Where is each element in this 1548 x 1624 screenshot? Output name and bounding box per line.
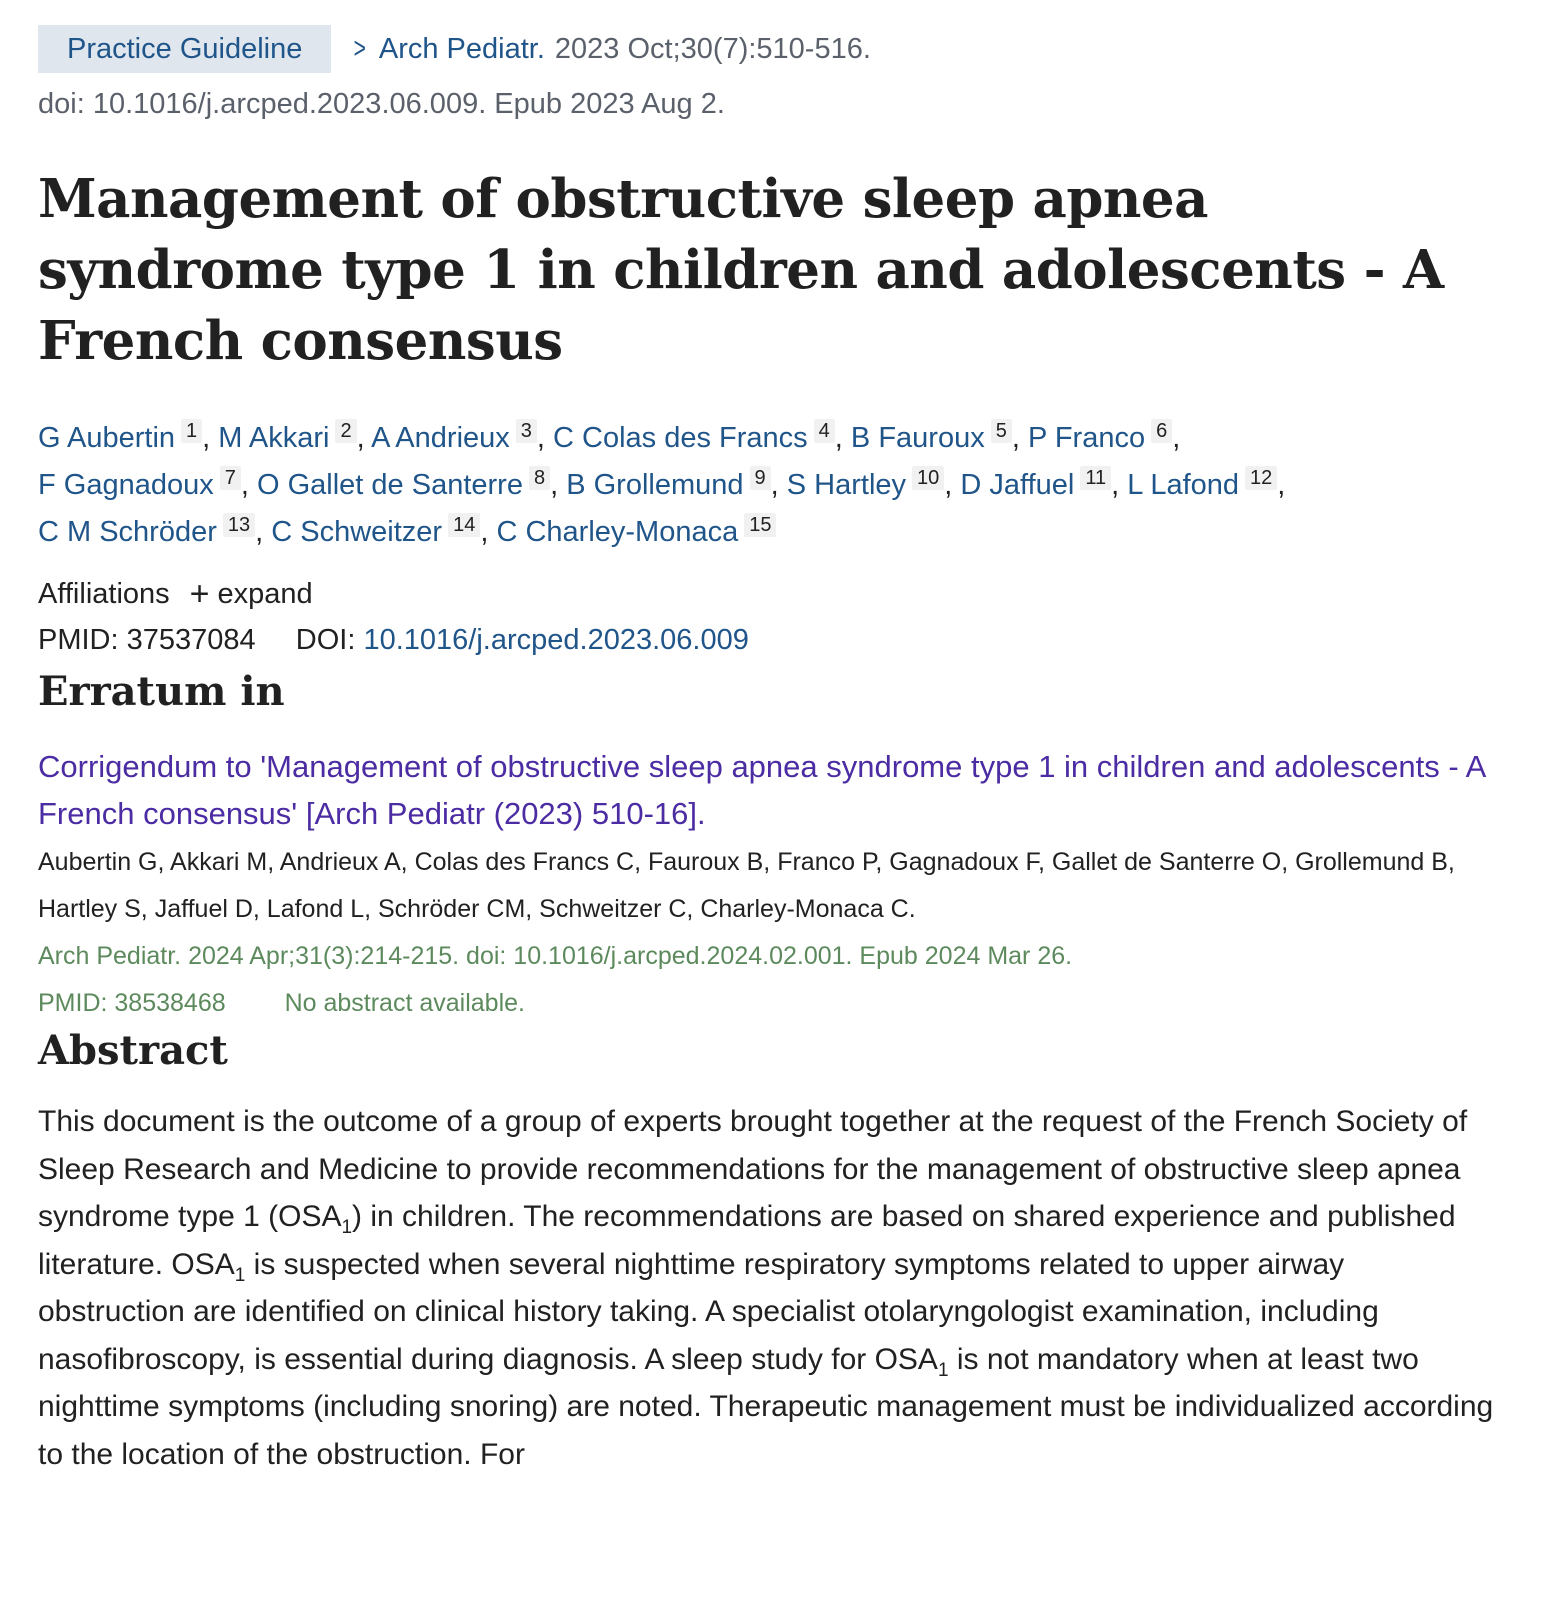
author-link[interactable]: C Colas des Francs [553, 422, 808, 454]
erratum-authors: Aubertin G, Akkari M, Andrieux A, Colas des Francs C, Fauroux B, Franco P, Gagnadoux F, Gallet de Santerre O, Grollemund B, Hartley S, Jaffuel D, Lafond L, Schröder CM, Schweitzer C, Charley-Monaca C. [38, 848, 1455, 923]
author-link[interactable]: G Aubertin [38, 422, 176, 454]
subscript: 1 [341, 1217, 353, 1238]
author-item [960, 469, 1111, 501]
author-link[interactable]: M Akkari [218, 422, 330, 454]
affiliation-ref[interactable]: 6 [1151, 419, 1172, 443]
author-item [38, 469, 241, 501]
journal-link[interactable]: Arch Pediatr. [378, 32, 545, 65]
author-item [553, 422, 835, 454]
author-item [371, 422, 537, 454]
author-item [566, 469, 770, 501]
author-item [38, 422, 202, 454]
author-link[interactable]: S Hartley [786, 469, 907, 501]
plus-icon: + [189, 574, 210, 613]
expand-button[interactable]: expand [217, 577, 313, 610]
abstract-part: is not mandatory when at least two nighttime symptoms (including snoring) are noted. Therapeutic management must be individualized according to the location of the obstruction. For [38, 1342, 1494, 1471]
abstract-part: is suspected when several nighttime respiratory symptoms related to upper airway obstruction are identified on clinical history taking. A specialist otolaryngologist examination, including nasofibroscopy, is essential during diagnosis. A sleep study for OSA [38, 1247, 1379, 1376]
affiliation-ref[interactable]: 9 [750, 466, 771, 490]
publication-type-badge[interactable]: Practice Guideline [38, 25, 331, 73]
affiliations-label: Affiliations [38, 577, 170, 610]
erratum-pmid-row [38, 980, 1510, 1027]
author-link[interactable]: B Grollemund [566, 469, 744, 501]
identifiers [38, 624, 1510, 668]
author-link[interactable]: L Lafond [1127, 469, 1240, 501]
doi-link[interactable]: 10.1016/j.arcped.2023.06.009 [363, 624, 749, 656]
author-link[interactable]: O Gallet de Santerre [256, 469, 523, 501]
author-list: G Aubertin 1 , M Akkari 2 , A Andrieux 3 , C Colas des Francs 4 , B Fauroux 5 , P Franco 6 , F Gagnadoux 7 , O Gallet de Santerre 8 , B Grollemund 9 , S Hartley 10 , D Jaffuel 11 , L Lafond 12 , C M Schröder 13 , C Schweitzer 14 , C Charley-Monaca 15 [38, 420, 1286, 548]
subscript: 1 [937, 1359, 949, 1381]
affiliations-toggle[interactable] [38, 572, 1510, 616]
affiliation-ref[interactable]: 14 [448, 513, 480, 537]
affiliation-ref[interactable]: 12 [1245, 466, 1277, 490]
chevron-right-icon: > [353, 32, 367, 65]
affiliation-ref[interactable]: 4 [814, 419, 835, 443]
author-item [257, 469, 550, 501]
abstract-text [38, 1098, 1498, 1478]
author-item [218, 422, 356, 454]
affiliation-ref[interactable]: 2 [335, 419, 356, 443]
abstract-part: ) in children. The recommendations are based on shared experience and published literature. OSA [38, 1200, 1456, 1281]
author-item [38, 516, 255, 548]
pmid-label: PMID: [38, 624, 119, 656]
doi-label: DOI: [295, 624, 356, 656]
affiliation-ref[interactable]: 8 [529, 466, 550, 490]
author-item [1028, 422, 1172, 454]
author-item [787, 469, 945, 501]
author-link[interactable]: C Schweitzer [271, 516, 443, 548]
no-abstract-note: No abstract available. [284, 989, 525, 1017]
page-title: Management of obstructive sleep apnea syndrome type 1 in children and adolescents - A French consensus [38, 168, 1444, 372]
erratum-citation: Arch Pediatr. 2024 Apr;31(3):214-215. doi: 10.1016/j.arcped.2024.02.001. Epub 2024 Mar 26. [38, 942, 1073, 970]
author-link[interactable]: A Andrieux [371, 422, 510, 454]
abstract-part: This document is the outcome of a group of experts brought together at the request of the French Society of Sleep Research and Medicine to provide recommendations for the management of obstructive sleep apnea syndrome type 1 (OSA [38, 1105, 1468, 1233]
affiliation-ref[interactable]: 7 [220, 466, 241, 490]
author-item [1127, 469, 1277, 501]
subscript: 1 [234, 1264, 246, 1286]
affiliation-ref[interactable]: 11 [1080, 466, 1111, 490]
affiliation-ref[interactable]: 3 [516, 419, 537, 443]
citation-row [38, 24, 1510, 74]
doi-line: doi: 10.1016/j.arcped.2023.06.009. Epub 2023 Aug 2. [38, 88, 725, 120]
erratum-pmid: PMID: 38538468 [38, 989, 226, 1017]
abstract-heading: Abstract [38, 1027, 228, 1074]
author-link[interactable]: P Franco [1027, 422, 1146, 454]
affiliation-ref[interactable]: 10 [912, 466, 944, 490]
author-item [496, 516, 776, 548]
affiliation-ref[interactable]: 13 [223, 513, 255, 537]
erratum-title-link[interactable]: Corrigendum to 'Management of obstructive sleep apnea syndrome type 1 in children and adolescents - A French consensus' [Arch Pediatr (2023) 510-16]. [38, 749, 1485, 831]
affiliation-ref[interactable]: 5 [991, 419, 1012, 443]
citation-text: 2023 Oct;30(7):510-516. [554, 32, 871, 65]
author-link[interactable]: C Charley-Monaca [496, 516, 739, 548]
affiliation-ref[interactable]: 15 [744, 513, 776, 537]
author-link[interactable]: D Jaffuel [960, 469, 1075, 501]
author-item [271, 516, 480, 548]
affiliation-ref[interactable]: 1 [181, 419, 202, 443]
erratum-heading: Erratum in [38, 668, 285, 715]
author-link[interactable]: F Gagnadoux [38, 469, 214, 501]
author-item [851, 422, 1012, 454]
pmid-value: 37537084 [126, 624, 256, 656]
author-link[interactable]: C M Schröder [38, 516, 217, 548]
author-link[interactable]: B Fauroux [850, 422, 985, 454]
